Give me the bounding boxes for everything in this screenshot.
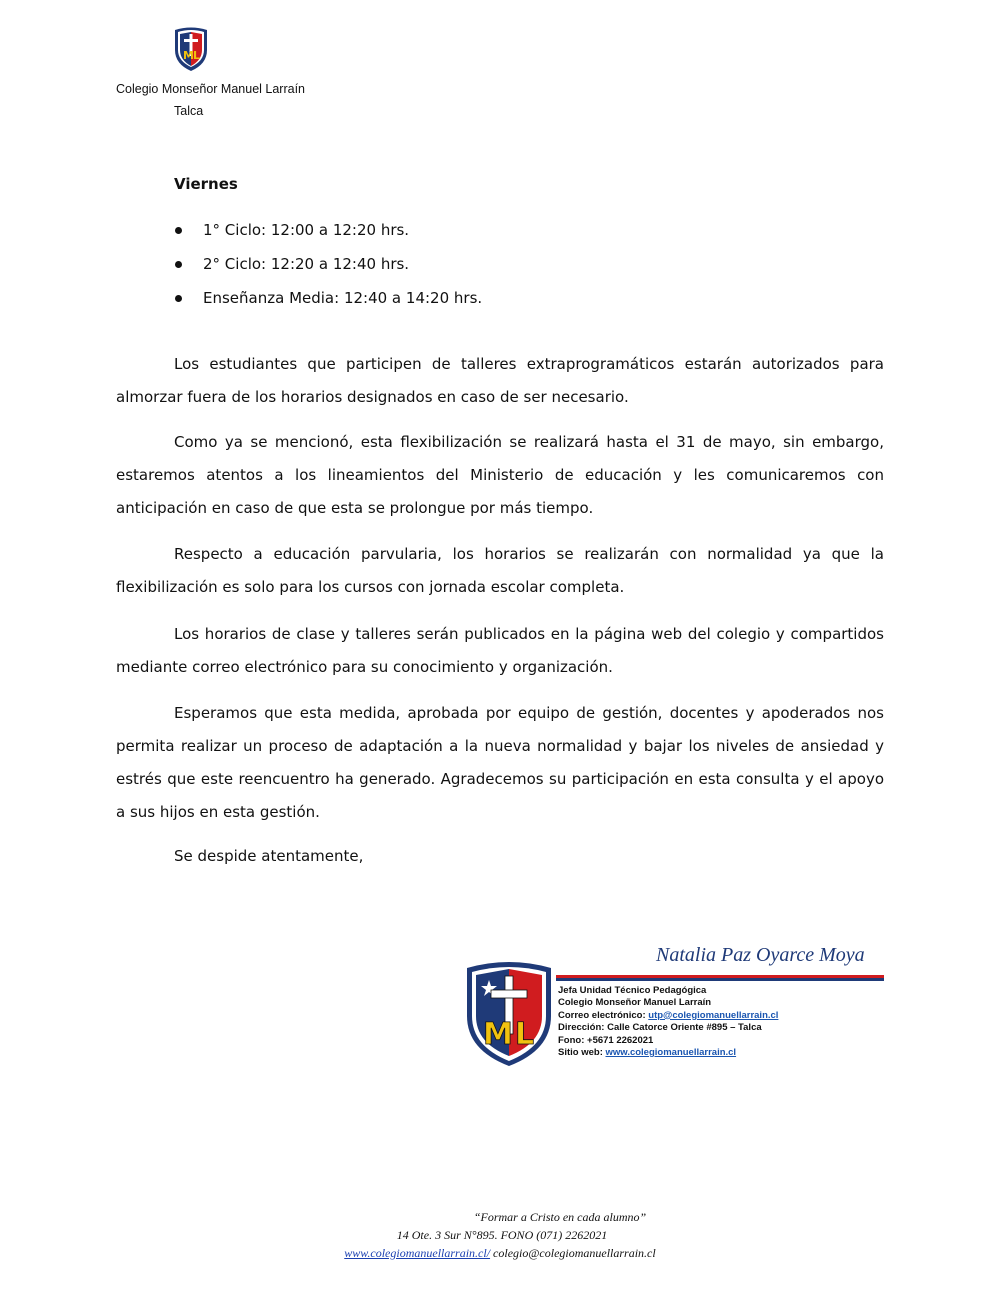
closing-line: Se despide atentamente,: [174, 847, 364, 865]
bullet-icon: [175, 227, 182, 234]
svg-text:M: M: [483, 1017, 513, 1052]
signature-web-label: Sitio web:: [558, 1047, 606, 1059]
paragraph-flexibilizacion: Como ya se mencionó, esta flexibilización se realizará hasta el 31 de mayo, sin embargo, estaremos atentos a los lineamientos del Ministerio de educación y les comunicaremos con anticipación en caso de que esta se prolongue por más tiempo.: [116, 433, 884, 517]
signature-web-link[interactable]: www.colegiomanuellarrain.cl: [605, 1047, 737, 1059]
signature-role: Jefa Unidad Técnico Pedagógica: [558, 985, 707, 996]
paragraph-medida: Esperamos que esta medida, aprobada por equipo de gestión, docentes y apoderados nos permita realizar un proceso de adaptación a la nueva normalidad y bajar los niveles de ansiedad y estrés que este reencuentro ha generado. Agradecemos su participación en esta consulta y el apoyo a sus hijos en esta gestión.: [116, 704, 884, 821]
bullet-icon: [175, 295, 182, 302]
footer-motto: “Formar a Cristo en cada alumno”: [473, 1210, 647, 1224]
schedule-item: [174, 216, 482, 250]
signature-address: Dirección: Calle Catorce Oriente #895 – Talca: [558, 1022, 762, 1034]
svg-text:L: L: [515, 1017, 535, 1052]
paragraph-talleres: Los estudiantes que participen de talleres extraprogramáticos estarán autorizados para almorzar fuera de los horarios designados en caso de ser necesario.: [116, 355, 884, 406]
svg-text:M: M: [183, 49, 194, 62]
signature-phone: Fono: +5671 2262021: [558, 1034, 654, 1046]
schedule-item-text: Enseñanza Media: 12:40 a 14:20 hrs.: [203, 289, 483, 307]
page-footer: [0, 1208, 1000, 1262]
footer-email: colegio@colegiomanuellarrain.cl: [493, 1246, 656, 1260]
signature-web-row: [558, 1047, 778, 1059]
schedule-list: [174, 216, 482, 318]
paragraph-horarios: Los horarios de clase y talleres serán publicados en la página web del colegio y compartidos mediante correo electrónico para su conocimiento y organización.: [116, 625, 884, 676]
signature-email-row: [558, 1010, 778, 1022]
school-name: Colegio Monseñor Manuel Larraín: [116, 82, 305, 96]
schedule-heading: Viernes: [174, 175, 238, 193]
signature-school: Colegio Monseñor Manuel Larraín: [558, 997, 712, 1009]
schedule-item: [174, 250, 482, 284]
footer-address: 14 Ote. 3 Sur N°895. FONO (071) 2262021: [396, 1228, 608, 1242]
school-shield-logo-large: [463, 958, 555, 1068]
schedule-item-text: 1° Ciclo: 12:00 a 12:20 hrs.: [203, 221, 410, 239]
bullet-icon: [175, 261, 182, 268]
footer-website-link[interactable]: www.colegiomanuellarrain.cl/: [344, 1246, 491, 1260]
schedule-item-text: 2° Ciclo: 12:20 a 12:40 hrs.: [203, 255, 410, 273]
footer-contact: [0, 1244, 1000, 1262]
signature-email-link[interactable]: utp@colegiomanuellarrain.cl: [648, 1009, 779, 1021]
signature-email-label: Correo electrónico:: [558, 1009, 649, 1021]
paragraph-parvularia: Respecto a educación parvularia, los horarios se realizarán con normalidad ya que la flexibilización es solo para los cursos con jornada escolar completa.: [116, 545, 884, 596]
signature-divider-blue: [556, 978, 884, 981]
signature-name: Natalia Paz Oyarce Moya: [656, 944, 865, 966]
school-shield-logo: [172, 26, 210, 72]
signature-details: [558, 985, 778, 1059]
schedule-item: [174, 284, 482, 318]
school-city: Talca: [174, 104, 204, 118]
svg-text:L: L: [193, 49, 201, 62]
